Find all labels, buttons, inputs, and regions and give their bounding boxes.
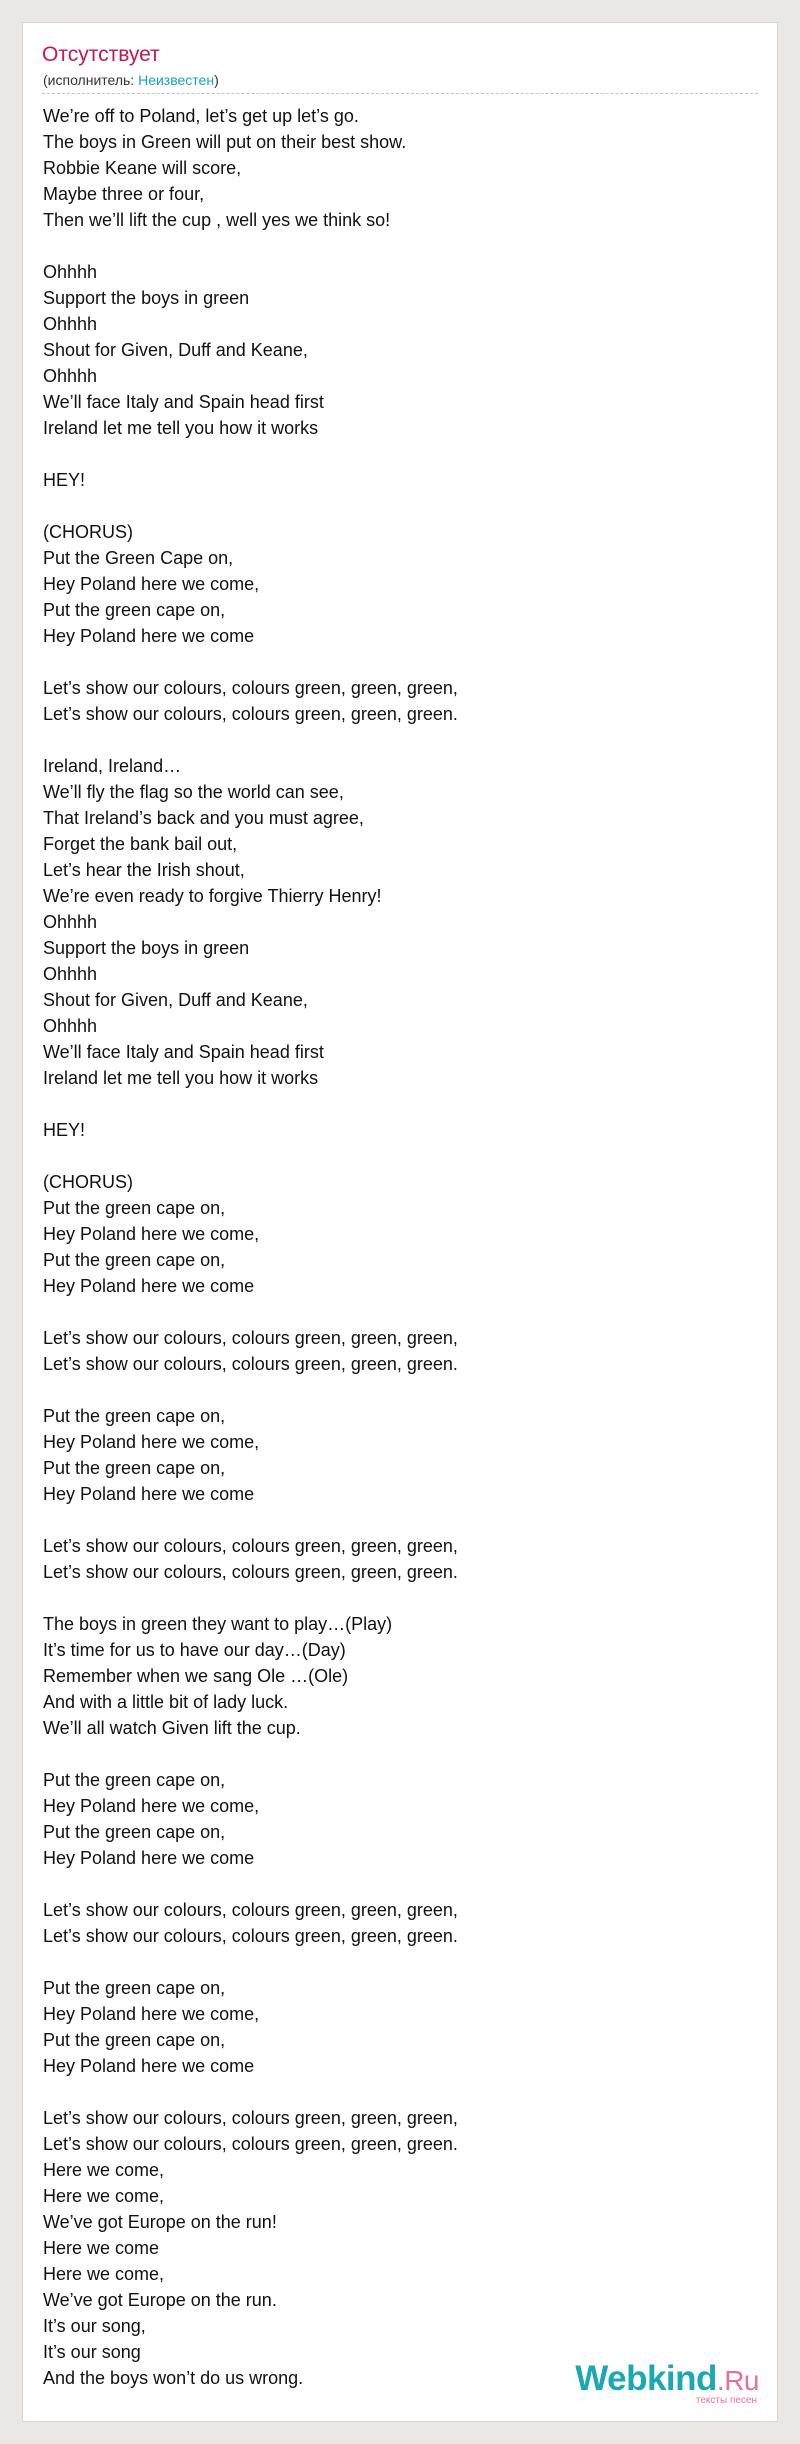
artist-link[interactable]: Неизвестен	[138, 72, 215, 88]
artist-prefix: (исполнитель:	[43, 72, 139, 88]
logo-main-text: Webkind	[575, 2359, 717, 2398]
logo-subtitle: тексты песен	[695, 2395, 757, 2406]
artist-line	[43, 71, 219, 89]
title-divider	[42, 93, 758, 94]
artist-suffix: )	[214, 72, 219, 88]
lyrics-text: We’re off to Poland, let’s get up let’s go. The boys in Green will put on their best show. Robbie Keane will score, Maybe three or four, Then we’ll lift the cup , well yes we think so! Ohhhh Support the boys in green Ohhhh Shout for Given, Duff and Keane, Ohhhh We’ll face Italy and Spain head first Ireland let me tell you how it works HEY! (CHORUS) Put the Green Cape on, Hey Poland here we come, Put the green cape on, Hey Poland here we come Let’s show our colours, colours green, green, green, Let’s show our colours, colours green, green, green. Ireland, Ireland… We’ll fly the flag so the world can see, That Ireland’s back and you must agree, Forget the bank bail out, Let’s hear the Irish shout, We’re even ready to forgive Thierry Henry! Ohhhh Support the boys in green Ohhhh Shout for Given, Duff and Keane, Ohhhh We’ll face Italy and Spain head first Ireland let me tell you how it works HEY! (CHORUS) Put the green cape on, Hey Poland here we come, Put the green cape on, Hey Poland here we come Let’s show our colours, colours green, green, green, Let’s show our colours, colours green, green, green. Put the green cape on, Hey Poland here we come, Put the green cape on, Hey Poland here we come Let’s show our colours, colours green, green, green, Let’s show our colours, colours green, green, green. The boys in green they want to play…(Play) It’s time for us to have our day…(Day) Remember when we sang Ole …(Ole) And with a little bit of lady luck. We’ll all watch Given lift the cup. Put the green cape on, Hey Poland here we come, Put the green cape on, Hey Poland here we come Let’s show our colours, colours green, green, green, Let’s show our colours, colours green, green, green. Put the green cape on, Hey Poland here we come, Put the green cape on, Hey Poland here we come Let’s show our colours, colours green, green, green, Let’s show our colours, colours green, green, green. Here we come, Here we come, We’ve got Europe on the run! Here we come Here we come, We’ve got Europe on the run. It’s our song, It’s our song And the boys won’t do us wrong.	[43, 106, 458, 2388]
lyrics-card	[22, 22, 778, 2422]
site-logo[interactable]	[569, 2359, 759, 2406]
logo-tld: .Ru	[716, 2365, 759, 2396]
song-title: Отсутствует	[42, 43, 160, 66]
